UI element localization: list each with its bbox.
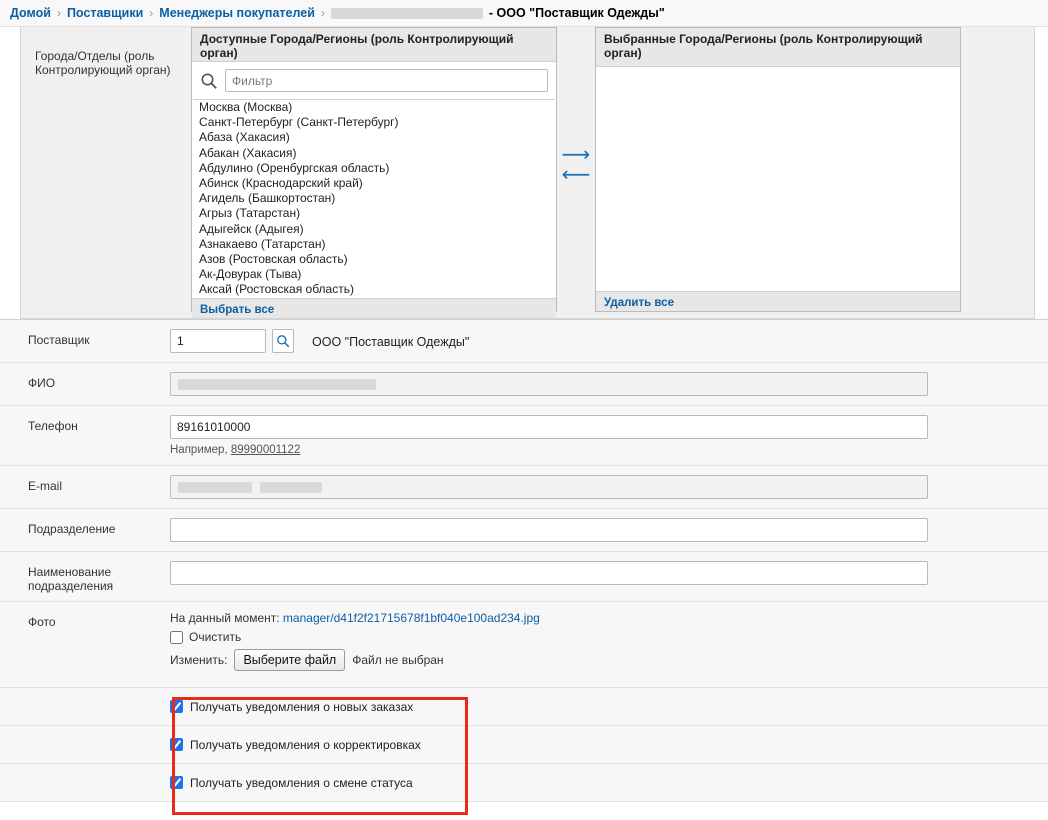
photo-current-file-link[interactable]: manager/d41f2f21715678f1bf040e100ad234.jpg [282,611,540,625]
notify-corrections-label: Получать уведомления о корректировках [190,737,421,752]
form-row-supplier [0,320,1048,363]
department-input[interactable] [170,518,928,542]
photo-current-prefix: На данный момент: [170,611,280,625]
form-row-email [0,466,1048,509]
city-selector-panel [20,27,1035,319]
supplier-lookup-button[interactable] [272,329,294,353]
list-item[interactable]: Аксай (Ростовская область) [199,282,354,297]
form-row-department [0,509,1048,552]
notify-new-orders-label: Получать уведомления о новых заказах [190,699,414,714]
selected-cities-title: Выбранные Города/Регионы (роль Контролирующий орган) [596,28,960,67]
notify-new-orders-spacer [0,703,170,711]
list-item[interactable]: Адыгейск (Адыгея) [199,221,304,236]
breadcrumb-separator-icon: › [149,6,154,20]
choose-file-button[interactable]: Выберите файл [234,649,345,671]
phone-label: Телефон [28,419,78,433]
breadcrumb-current: - ООО "Поставщик Одежды" [488,6,665,20]
supplier-label: Поставщик [28,333,90,347]
list-item[interactable]: Москва (Москва) [199,100,293,114]
list-item[interactable]: Абинск (Краснодарский край) [199,176,363,191]
selected-cities-list[interactable] [596,67,960,291]
remove-all-link[interactable]: Удалить все [604,297,674,309]
photo-current-line [170,611,1048,625]
email-label: E-mail [28,479,63,493]
email-redacted-value-2 [260,482,322,493]
available-cities-title: Доступные Города/Регионы (роль Контролирующий орган) [192,28,556,62]
breadcrumb-home[interactable]: Домой [10,6,51,20]
notify-status-spacer [0,779,170,787]
breadcrumb-separator-icon: › [56,6,61,20]
list-item[interactable]: Азов (Ростовская область) [199,252,348,267]
breadcrumb-separator-icon: › [320,6,325,20]
available-cities-list[interactable] [193,99,555,298]
photo-change-row [170,649,1048,671]
arrow-left-icon[interactable]: ⟵ [561,162,591,186]
fio-redacted-value [178,379,376,390]
list-item[interactable]: Абдулино (Оренбургская область) [199,160,390,175]
photo-clear-label: Очистить [189,630,242,644]
available-filter-row [192,62,556,99]
phone-input[interactable] [170,415,928,439]
photo-change-prefix: Изменить: [170,653,228,667]
breadcrumb-redacted-name [331,8,483,19]
form-row-photo [0,602,1048,688]
list-item[interactable]: Агидель (Башкортостан) [199,191,336,206]
department-name-label: Наименование подразделения [28,565,114,593]
photo-clear-checkbox[interactable] [170,631,183,644]
city-filter-input[interactable] [225,69,548,92]
form-row-notify-corrections [0,726,1048,764]
phone-hint [170,439,1048,456]
list-item[interactable]: Агрыз (Татарстан) [199,206,301,221]
transfer-arrows [557,27,595,308]
search-icon [276,334,290,348]
breadcrumb [0,0,1048,27]
breadcrumb-managers[interactable]: Менеджеры покупателей [159,6,315,20]
form-row-phone [0,406,1048,466]
phone-hint-example: 89990001122 [230,444,301,456]
list-item[interactable]: Абакан (Хакасия) [199,145,297,160]
supplier-resolved-name: ООО "Поставщик Одежды" [312,334,470,349]
breadcrumb-suppliers[interactable]: Поставщики [66,6,144,20]
photo-clear-row [170,630,1048,644]
form-row-notify-new-orders [0,688,1048,726]
department-label: Подразделение [28,522,116,536]
selected-cities-footer [596,291,960,311]
department-name-input[interactable] [170,561,928,585]
list-item[interactable]: Азнакаево (Татарстан) [199,236,326,251]
select-all-link[interactable]: Выбрать все [200,303,275,316]
list-item[interactable]: Санкт-Петербург (Санкт-Петербург) [199,115,399,130]
manager-form [0,319,1048,802]
selected-cities-column [595,27,961,312]
arrow-right-icon[interactable]: ⟶ [561,142,591,166]
form-row-fio [0,363,1048,406]
phone-hint-prefix: Например, [170,444,228,456]
email-redacted-value-1 [178,482,252,493]
city-selector-label: Города/Отделы (роль Контролирующий орган) [35,49,171,77]
form-row-department-name [0,552,1048,602]
available-cities-footer [192,298,556,318]
search-icon [200,72,218,90]
notify-corrections-checkbox[interactable] [170,738,183,751]
notify-status-change-checkbox[interactable] [170,776,183,789]
form-row-notify-status-change [0,764,1048,802]
photo-label: Фото [28,615,56,629]
supplier-id-input[interactable] [170,329,266,353]
notify-corrections-spacer [0,741,170,749]
no-file-selected-text: Файл не выбран [352,653,444,667]
notify-status-change-label: Получать уведомления о смене статуса [190,775,413,790]
list-item[interactable]: Абаза (Хакасия) [199,130,290,145]
notify-new-orders-checkbox[interactable] [170,700,183,713]
city-selector-section [0,27,1048,319]
list-item[interactable]: Ак-Довурак (Тыва) [199,267,302,282]
available-cities-column [191,27,557,316]
fio-label: ФИО [28,376,56,390]
